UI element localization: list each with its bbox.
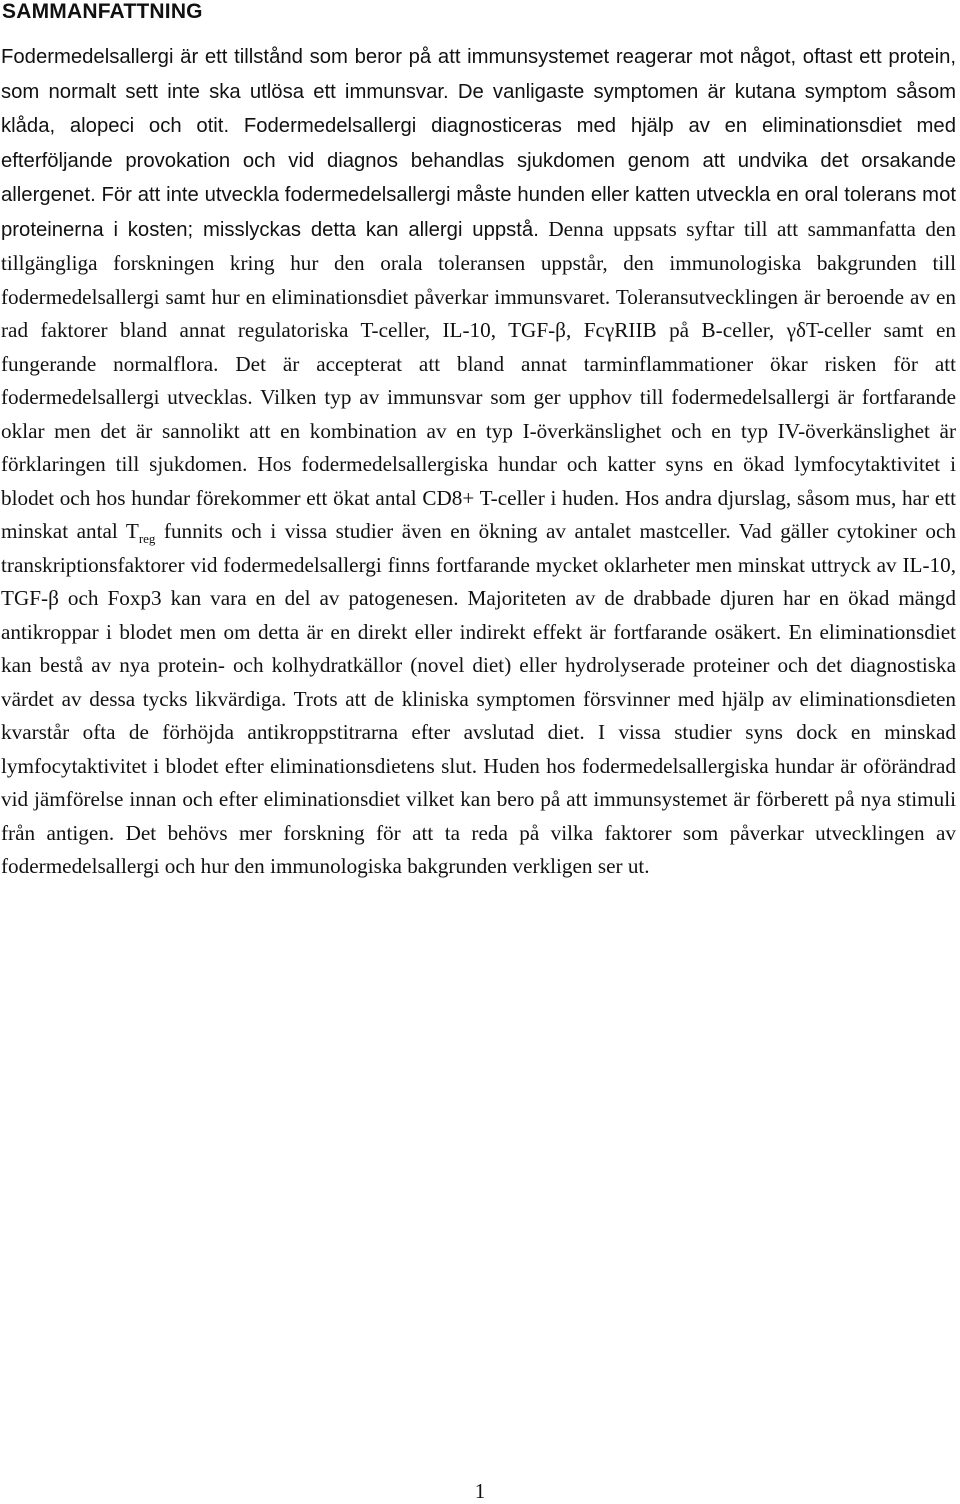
section-heading: SAMMANFATTNING [2,0,203,23]
summary-body-text: Denna uppsats syftar till att sammanfatta den tillgängliga forskningen kring hur den orala toleransen uppstår, den immunologiska bakgrunden till fodermedelsallergi samt hur en eliminationsdiet påverkar immunsvaret. Toleransutvecklingen är beroende av en rad faktorer bland annat regulatoriska T-celler, IL-10, TGF-β, FcγRIIB på B-celler, γδT-celler samt en fungerande normalflora. Det är accepterat att bland annat tarminflammationer ökar risken för att fodermedelsallergi utvecklas. Vilken typ av immunsvar som ger upphov till fodermedelsallergi är fortfarande oklar men det är sannolikt att en kombination av en typ I-överkänslighet och en typ IV-överkänslighet är förklaringen till sjukdomen. Hos fodermedelsallergiska hundar och katter syns en ökad lymfocytaktivitet i blodet och hos hundar förekommer ett ökat antal CD8+ T-celler i huden. Hos andra djurslag, såsom mus, har ett minskat antal T [1,216,956,543]
page-number: 1 [474,1479,486,1503]
summary-paragraph [1,40,956,884]
summary-body-text-continued: funnits och i vissa studier även en ökning av antalet mastceller. Vad gäller cytokiner och transkriptionsfaktorer vid fodermedelsallergi finns fortfarande mycket oklarheter men minskat uttryck av IL-10, TGF-β och Foxp3 kan vara en del av patogenesen. Majoriteten av de drabbade djuren har en ökad mängd antikroppar i blodet men om detta är en direkt eller indirekt effekt är fortfarande osäkert. En eliminationsdiet kan bestå av nya protein- och kolhydratkällor (novel diet) eller hydrolyserade proteiner och det diagnostiska värdet av dessa tycks likvärdiga. Trots att de kliniska symptomen försvinner med hjälp av eliminationsdieten kvarstår ofta de förhöjda antikroppstitrarna efter avslutad diet. I vissa studier syns dock en minskad lymfocytaktivitet i blodet efter eliminationsdietens slut. Huden hos fodermedelsallergiska hundar är oförändrad vid jämförelse innan och efter eliminationsdiet vilket kan bero på att immunsystemet är förberett på nya stimuli från antigen. Det behövs mer forskning för att ta reda på vilka faktorer som påverkar utvecklingen av fodermedelsallergi och hur den immunologiska bakgrunden verkligen ser ut. [1,519,956,878]
treg-subscript: reg [138,531,156,546]
summary-intro-text: Fodermedelsallergi är ett tillstånd som beror på att immunsystemet reagerar mot något, oftast ett protein, som normalt sett inte ska utlösa ett immunsvar. De vanligaste symptomen är kutana symptom såsom klåda, alopeci och otit. Fodermedelsallergi diagnosticeras med hjälp av en eliminationsdiet med efterföljande provokation och vid diagnos behandlas sjukdomen genom att undvika det orsakande allergenet. För att inte utveckla fodermedelsallergi måste hunden eller katten utveckla en oral tolerans mot proteinerna i kosten; misslyckas detta kan allergi uppstå. [1,46,956,241]
